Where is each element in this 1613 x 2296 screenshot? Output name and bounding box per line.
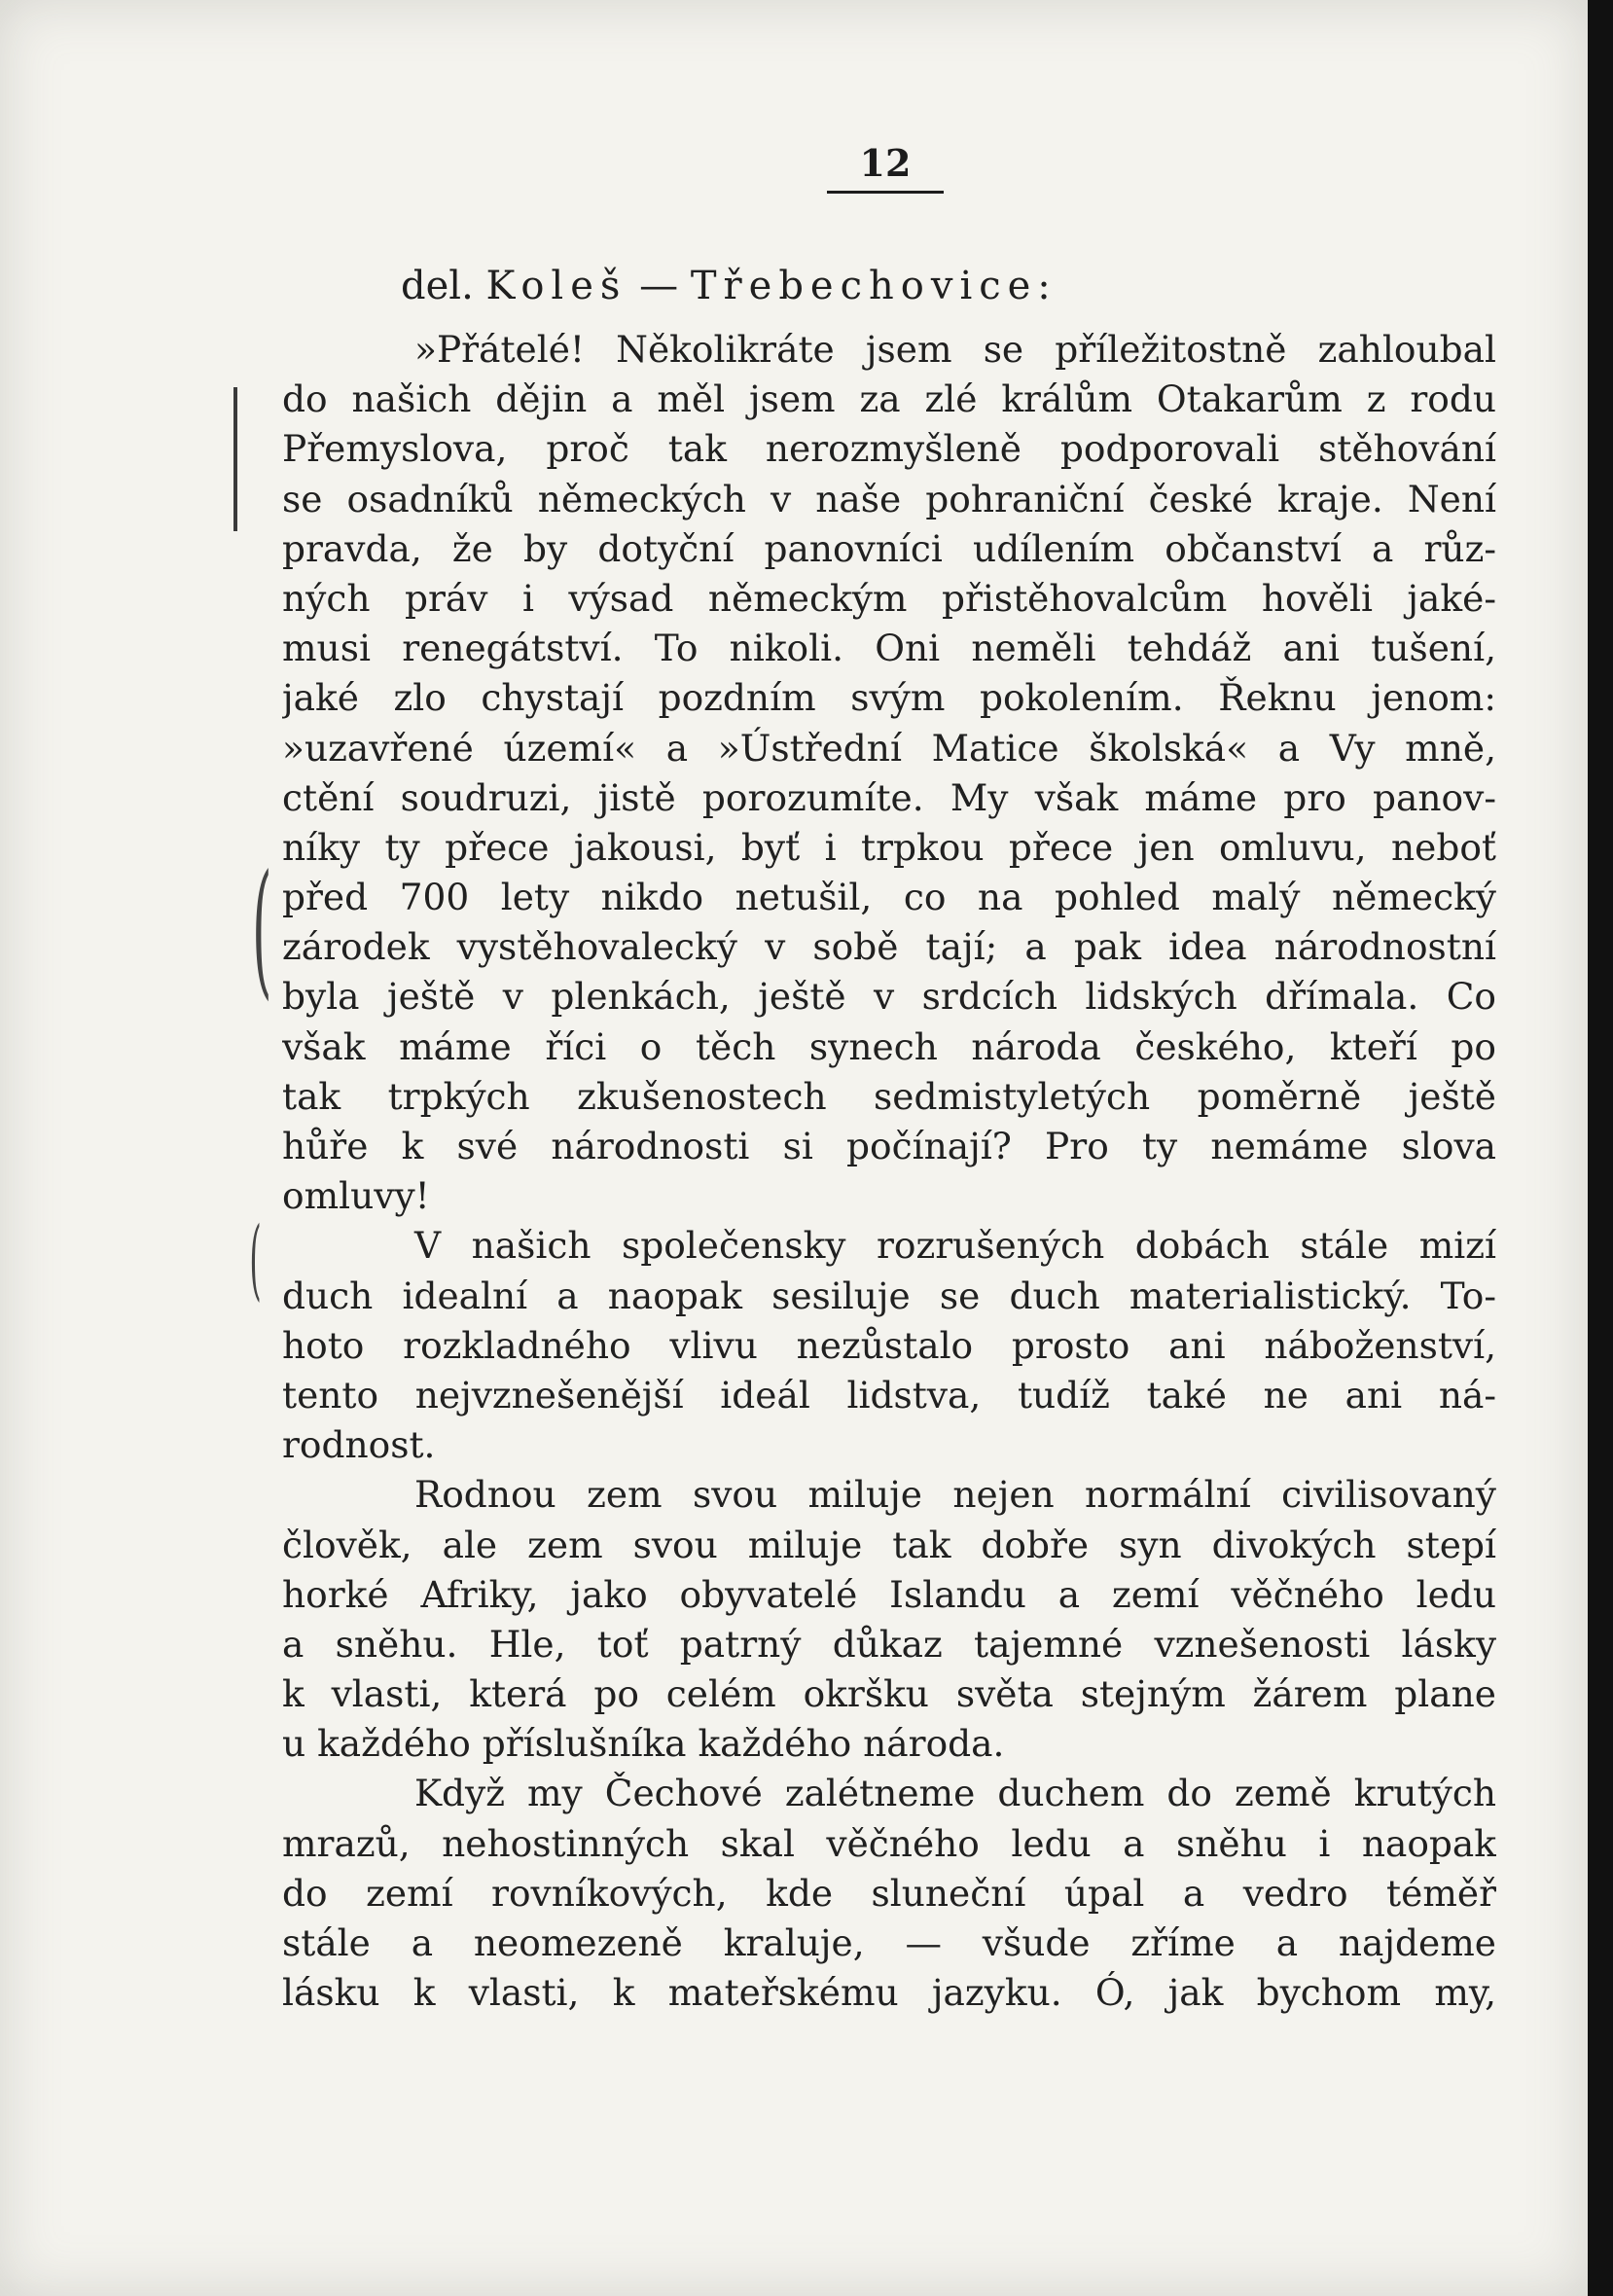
text-line: V našich společensky rozrušených dobách stále mizí [414, 1224, 1496, 1268]
text-line: do zemí rovníkových, kde sluneční úpal a vedro téměř [282, 1871, 1496, 1915]
text-line: duch idealní a naopak sesiluje se duch materialistický. To- [282, 1274, 1496, 1317]
scan-edge [1588, 0, 1613, 2296]
text-line: hůře k své národnosti si počínají? Pro ty nemáme slova [282, 1125, 1496, 1167]
text-line: musi renegátství. To nikoli. Oni neměli tehdáž ani tušení, [282, 627, 1496, 670]
speaker-town: Třebechovice: [690, 264, 1057, 308]
text-line: zárodek vystěhovalecký v sobě tají; a pak idea národnostní [282, 925, 1496, 969]
paragraph-4 [282, 1769, 1496, 2018]
paragraph-3 [282, 1470, 1496, 1769]
text-line: u každého příslušníka každého národa. [282, 1722, 1005, 1766]
text-line: k vlasti, která po celém okršku světa stejným žárem plane [282, 1672, 1496, 1716]
text-line: horké Afriky, jako obyvatelé Islandu a zemí věčného ledu [282, 1572, 1496, 1616]
text-line: ných práv i výsad německým přistěhovalcům hověli jaké- [282, 576, 1496, 620]
text-line: stále a neomezeně kraluje, — všude zříme a najdeme [282, 1921, 1496, 1964]
text-line: »uzavřené území« a »Ústřední Matice školská« a Vy mně, [282, 726, 1496, 770]
text-line: do našich dějin a měl jsem za zlé králům Otakarům z rodu [282, 377, 1496, 421]
text-line: omluvy! [282, 1174, 430, 1218]
margin-line-mark [233, 387, 237, 531]
text-line: rodnost. [282, 1423, 436, 1467]
speaker-heading [401, 261, 1057, 311]
margin-bracket-mark: ( [252, 844, 272, 1014]
text-line: Když my Čechové zalétneme duchem do země krutých [414, 1772, 1496, 1815]
text-line: tento nejvznešenější ideál lidstva, tudíž také ne ani ná- [282, 1373, 1496, 1417]
text-line: lásku k vlasti, k mateřskému jazyku. Ó, jak bychom my, [282, 1971, 1496, 2015]
text-line: byla ještě v plenkách, ještě v srdcích lidských dřímala. Co [282, 975, 1496, 1019]
paragraph-2 [282, 1221, 1496, 1470]
margin-bracket-mark-lower: ( [249, 1208, 262, 1310]
speaker-prefix: del. [401, 264, 474, 308]
text-line: před 700 lety nikdo netušil, co na pohled malý německý [282, 876, 1496, 919]
text-line: hoto rozkladného vlivu nezůstalo prosto ani náboženství, [282, 1323, 1496, 1367]
text-line: níky ty přece jakousi, byť i trpkou přece jen omluvu, neboť [282, 825, 1496, 869]
paragraph-1 [282, 325, 1496, 1221]
text-line: Rodnou zem svou miluje nejen normální civilisovaný [414, 1473, 1496, 1517]
text-line: však máme říci o těch synech národa českého, kteří po [282, 1024, 1496, 1068]
text-line: jaké zlo chystají pozdním svým pokolením. Řeknu jenom: [282, 676, 1496, 720]
text-line: se osadníků německých v naše pohraniční české kraje. Není [282, 477, 1496, 520]
text-line: a sněhu. Hle, toť patrný důkaz tajemné vznešenosti lásky [282, 1622, 1496, 1666]
body-text [282, 325, 1496, 2018]
text-line: Přemyslova, proč tak nerozmyšleně podporovali stěhování [282, 427, 1496, 471]
text-line: pravda, že by dotyční panovníci udílením občanství a růz- [282, 526, 1496, 570]
text-line: ctění soudruzi, jistě porozumíte. My však máme pro panov- [282, 775, 1496, 819]
text-line: člověk, ale zem svou miluje tak dobře syn divokých stepí [282, 1523, 1496, 1566]
speaker-name: Koleš [485, 264, 627, 308]
speaker-dash: — [639, 264, 679, 308]
text-line: »Přátelé! Několikráte jsem se příležitostně zahloubal [414, 328, 1496, 371]
page-number: 12 [827, 142, 944, 194]
text-line: tak trpkých zkušenostech sedmistyletých poměrně ještě [282, 1074, 1496, 1118]
text-line: mrazů, nehostinných skal věčného ledu a sněhu i naopak [282, 1821, 1496, 1865]
